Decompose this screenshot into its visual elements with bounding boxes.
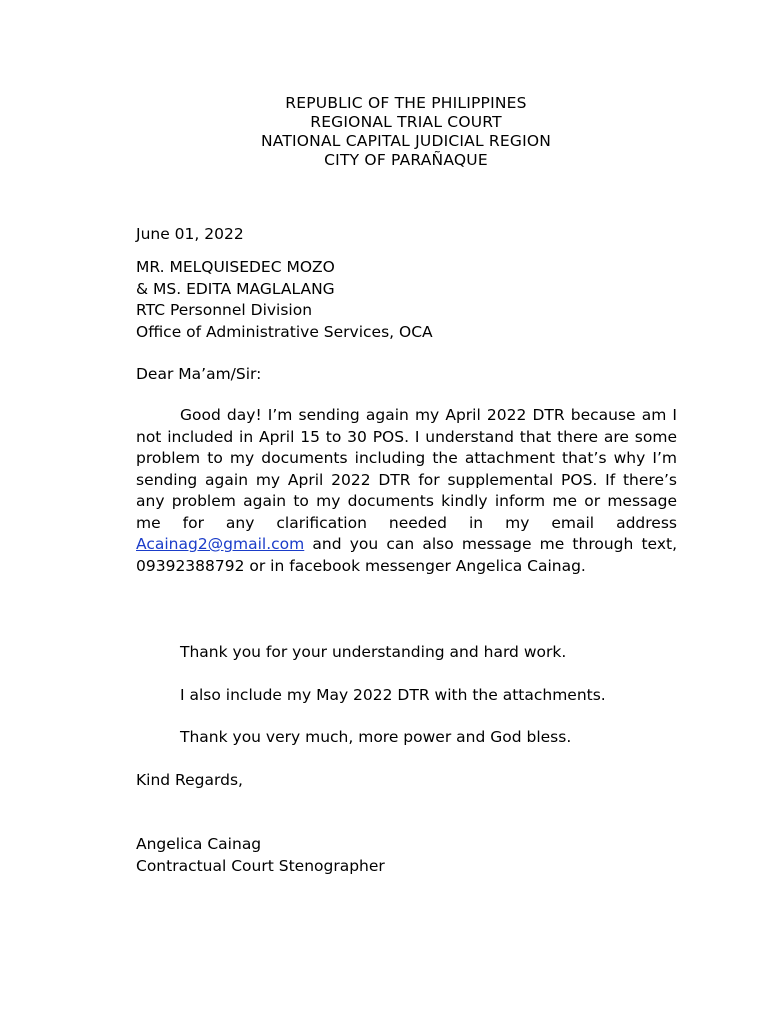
header-republic: REPUBLIC OF THE PHILIPPINES	[285, 94, 527, 112]
paragraph-1-text-after: and you can also message me through text, 09392388792 or in facebook messenger Angelica Cainag.	[136, 535, 677, 575]
letter-header	[0, 94, 768, 170]
body-paragraph-3: I also include my May 2022 DTR with the attachments.	[180, 686, 606, 704]
body-paragraph-2: Thank you for your understanding and hard work.	[180, 643, 567, 661]
recipient-line-1: MR. MELQUISEDEC MOZO	[136, 258, 335, 276]
body-paragraph-4: Thank you very much, more power and God bless.	[180, 728, 572, 746]
paragraph-1-text-before: Good day! I’m sending again my April 2022 DTR because am I not included in April 15 to 30 POS. I understand that there are some problem to my documents including the attachment that’s why I’m sending again my April 2022 DTR for supplemental POS. If there’s any problem again to my documents kindly inform me or message me for any clarification needed in my email address	[136, 406, 677, 532]
recipient-line-4: Office of Administrative Services, OCA	[136, 322, 433, 341]
signature-block	[136, 834, 677, 877]
body-paragraph-1	[136, 405, 677, 577]
signature-title: Contractual Court Stenographer	[136, 856, 385, 875]
recipient-line-2: & MS. EDITA MAGLALANG	[136, 279, 335, 298]
closing: Kind Regards,	[136, 771, 243, 789]
header-court: REGIONAL TRIAL COURT	[310, 113, 502, 131]
signature-name: Angelica Cainag	[136, 835, 262, 853]
letter-date: June 01, 2022	[136, 225, 244, 243]
email-link[interactable]: Acainag2@gmail.com	[136, 535, 305, 553]
header-city: CITY OF PARAÑAQUE	[324, 151, 488, 169]
header-region: NATIONAL CAPITAL JUDICIAL REGION	[260, 132, 552, 150]
recipient-line-3: RTC Personnel Division	[136, 301, 313, 319]
salutation: Dear Ma’am/Sir:	[136, 365, 262, 383]
recipient-block	[136, 257, 677, 343]
